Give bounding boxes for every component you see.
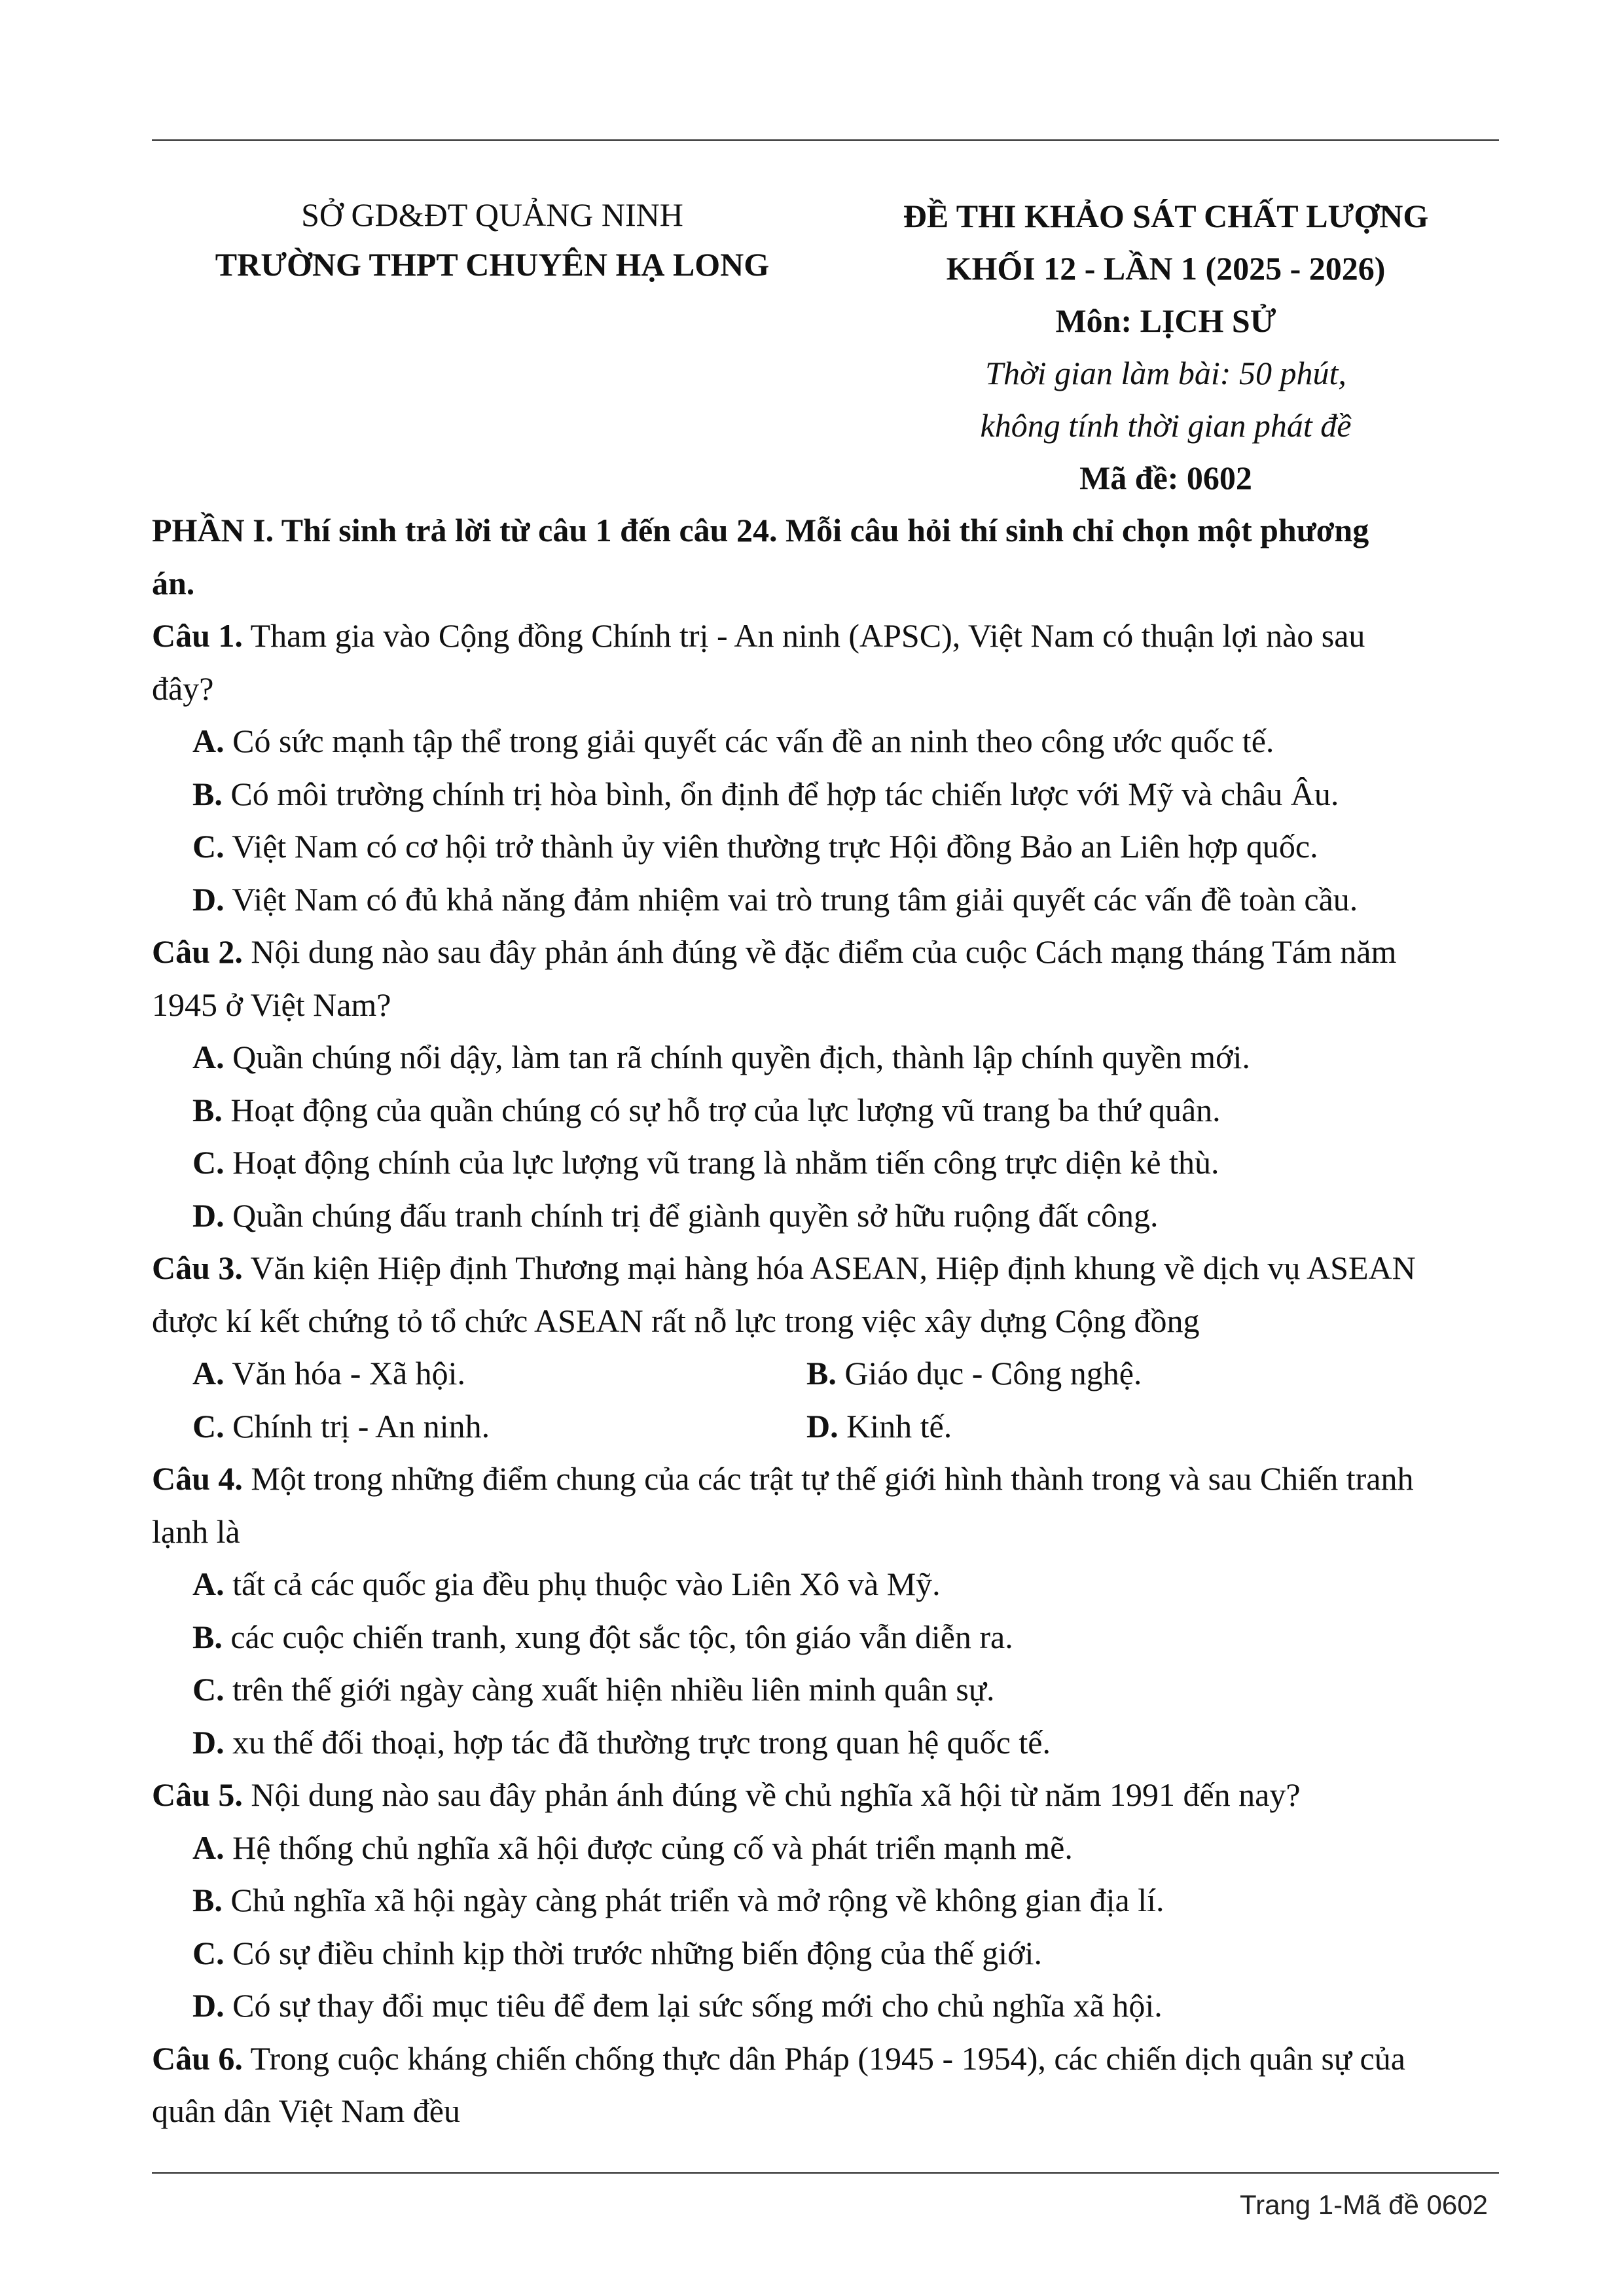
option-text: Chủ nghĩa xã hội ngày càng phát triển và mở rộng về không gian địa lí. bbox=[230, 1882, 1164, 1918]
question-3 bbox=[152, 1242, 1499, 1295]
option-text: trên thế giới ngày càng xuất hiện nhiều liên minh quân sự. bbox=[232, 1671, 995, 1708]
question-label: Câu 6. bbox=[152, 2039, 243, 2077]
part-instruction-cont: án. bbox=[152, 564, 195, 601]
option-label: D. bbox=[806, 1407, 839, 1444]
option-label: A. bbox=[192, 1039, 225, 1075]
option-text: Việt Nam có cơ hội trở thành ủy viên thường trực Hội đồng Bảo an Liên hợp quốc. bbox=[232, 828, 1318, 865]
answer-option bbox=[152, 1979, 1499, 2032]
answer-option bbox=[152, 1189, 1499, 1242]
option-text: Hoạt động chính của lực lượng vũ trang là nhằm tiến công trực diện kẻ thù. bbox=[232, 1144, 1219, 1181]
question-4 bbox=[152, 1452, 1499, 1505]
option-label: B. bbox=[192, 1091, 223, 1128]
question-4-cont: lạnh là bbox=[152, 1513, 240, 1550]
question-6-cont: quân dân Việt Nam đều bbox=[152, 2092, 460, 2129]
question-3-cont: được kí kết chứng tỏ tổ chức ASEAN rất nỗ lực trong việc xây dựng Cộng đồng bbox=[152, 1302, 1200, 1339]
exam-header bbox=[152, 190, 1499, 504]
subject: Môn: LỊCH SỬ bbox=[1055, 302, 1276, 339]
option-text: Chính trị - An ninh. bbox=[232, 1407, 490, 1444]
answer-option bbox=[152, 1611, 1499, 1664]
answer-option bbox=[152, 873, 1499, 926]
question-label: Câu 4. bbox=[152, 1460, 243, 1497]
question-2-cont: 1945 ở Việt Nam? bbox=[152, 986, 391, 1023]
question-text: Trong cuộc kháng chiến chống thực dân Pháp (1945 - 1954), các chiến dịch quân sự của bbox=[250, 2039, 1405, 2077]
school-block bbox=[152, 190, 833, 289]
question-5 bbox=[152, 1768, 1499, 1821]
option-text: Quần chúng nổi dậy, làm tan rã chính quyền địch, thành lập chính quyền mới. bbox=[232, 1039, 1250, 1075]
option-label: D. bbox=[192, 1196, 225, 1234]
answer-option bbox=[152, 820, 1499, 873]
option-label: B. bbox=[192, 1882, 223, 1918]
question-label: Câu 1. bbox=[152, 617, 243, 654]
answer-option bbox=[152, 1136, 1499, 1189]
option-label: A. bbox=[192, 1355, 225, 1391]
option-text: Có sức mạnh tập thể trong giải quyết các vấn đề an ninh theo công ước quốc tế. bbox=[232, 723, 1274, 759]
option-text: Có sự điều chỉnh kịp thời trước những biến động của thế giới. bbox=[232, 1934, 1042, 1971]
question-2 bbox=[152, 925, 1499, 978]
answer-option-row bbox=[152, 1347, 1499, 1400]
department-name: SỞ GD&ĐT QUẢNG NINH bbox=[301, 196, 683, 233]
question-text: Nội dung nào sau đây phản ánh đúng về chủ nghĩa xã hội từ năm 1991 đến nay? bbox=[251, 1776, 1301, 1813]
bottom-rule bbox=[152, 2172, 1499, 2174]
answer-option-row bbox=[152, 1400, 1499, 1453]
answer-option bbox=[152, 1716, 1499, 1769]
option-label: C. bbox=[192, 1407, 225, 1444]
time-note: không tính thời gian phát đề bbox=[980, 407, 1352, 444]
option-text: Văn hóa - Xã hội. bbox=[232, 1355, 466, 1391]
option-text: Có môi trường chính trị hòa bình, ổn định để hợp tác chiến lược với Mỹ và châu Âu. bbox=[230, 775, 1339, 812]
question-label: Câu 2. bbox=[152, 933, 243, 970]
answer-option bbox=[152, 768, 1499, 821]
option-text: tất cả các quốc gia đều phụ thuộc vào Liên Xô và Mỹ. bbox=[232, 1566, 941, 1602]
option-label: A. bbox=[192, 1829, 225, 1866]
time-limit: Thời gian làm bài: 50 phút, bbox=[985, 355, 1346, 391]
option-text: Việt Nam có đủ khả năng đảm nhiệm vai trò trung tâm giải quyết các vấn đề toàn cầu. bbox=[232, 880, 1358, 918]
exam-code: Mã đề: 0602 bbox=[1079, 459, 1252, 496]
answer-option bbox=[806, 1347, 1142, 1400]
answer-option bbox=[152, 1821, 1499, 1874]
part-instruction: PHẦN I. Thí sinh trả lời từ câu 1 đến câu 24. Mỗi câu hỏi thí sinh chỉ chọn một phương bbox=[152, 512, 1369, 548]
question-label: Câu 3. bbox=[152, 1249, 243, 1286]
answer-option bbox=[152, 1031, 1499, 1084]
question-text: Một trong những điểm chung của các trật tự thế giới hình thành trong và sau Chiến tranh bbox=[251, 1460, 1414, 1497]
question-1-cont: đây? bbox=[152, 670, 214, 707]
option-text: Có sự thay đổi mục tiêu để đem lại sức sống mới cho chủ nghĩa xã hội. bbox=[232, 1987, 1163, 2024]
school-name: TRƯỜNG THPT CHUYÊN HẠ LONG bbox=[215, 246, 770, 283]
question-text: Văn kiện Hiệp định Thương mại hàng hóa ASEAN, Hiệp định khung về dịch vụ ASEAN bbox=[250, 1249, 1416, 1286]
answer-option bbox=[152, 1663, 1499, 1716]
exam-info-block bbox=[833, 190, 1499, 504]
answer-option bbox=[152, 1927, 1499, 1980]
option-text: các cuộc chiến tranh, xung đột sắc tộc, tôn giáo vẫn diễn ra. bbox=[230, 1618, 1013, 1655]
option-text: Giáo dục - Công nghệ. bbox=[844, 1355, 1142, 1391]
option-text: xu thế đối thoại, hợp tác đã thường trực trong quan hệ quốc tế. bbox=[232, 1723, 1051, 1761]
answer-option bbox=[152, 1400, 806, 1453]
option-label: D. bbox=[192, 1723, 225, 1761]
option-text: Kinh tế. bbox=[846, 1407, 952, 1444]
option-label: C. bbox=[192, 1671, 225, 1708]
answer-option bbox=[152, 1347, 806, 1400]
option-text: Hoạt động của quần chúng có sự hỗ trợ của lực lượng vũ trang ba thứ quân. bbox=[230, 1091, 1221, 1128]
option-label: D. bbox=[192, 1987, 225, 2024]
option-text: Quần chúng đấu tranh chính trị để giành quyền sở hữu ruộng đất công. bbox=[232, 1196, 1159, 1234]
option-label: B. bbox=[806, 1355, 837, 1391]
question-text: Tham gia vào Cộng đồng Chính trị - An ninh (APSC), Việt Nam có thuận lợi nào sau bbox=[250, 617, 1365, 654]
option-label: D. bbox=[192, 880, 225, 918]
answer-option bbox=[152, 1874, 1499, 1927]
question-label: Câu 5. bbox=[152, 1776, 243, 1813]
answer-option bbox=[152, 1558, 1499, 1611]
option-label: A. bbox=[192, 1566, 225, 1602]
option-text: Hệ thống chủ nghĩa xã hội được củng cố và phát triển mạnh mẽ. bbox=[232, 1829, 1073, 1866]
option-label: A. bbox=[192, 723, 225, 759]
answer-option bbox=[152, 715, 1499, 768]
option-label: C. bbox=[192, 828, 225, 865]
option-label: B. bbox=[192, 1618, 223, 1655]
top-rule bbox=[152, 139, 1499, 141]
question-1 bbox=[152, 609, 1499, 662]
option-label: C. bbox=[192, 1934, 225, 1971]
answer-option bbox=[806, 1400, 952, 1453]
exam-title: ĐỀ THI KHẢO SÁT CHẤT LƯỢNG bbox=[903, 198, 1429, 234]
option-label: C. bbox=[192, 1144, 225, 1181]
exam-content bbox=[152, 504, 1499, 2138]
question-text: Nội dung nào sau đây phản ánh đúng về đặc điểm của cuộc Cách mạng tháng Tám năm bbox=[251, 933, 1397, 970]
question-6 bbox=[152, 2032, 1499, 2085]
answer-option bbox=[152, 1084, 1499, 1137]
option-label: B. bbox=[192, 775, 223, 812]
grade-round: KHỐI 12 - LẦN 1 (2025 - 2026) bbox=[946, 250, 1386, 287]
page-footer: Trang 1-Mã đề 0602 bbox=[1239, 2189, 1488, 2220]
